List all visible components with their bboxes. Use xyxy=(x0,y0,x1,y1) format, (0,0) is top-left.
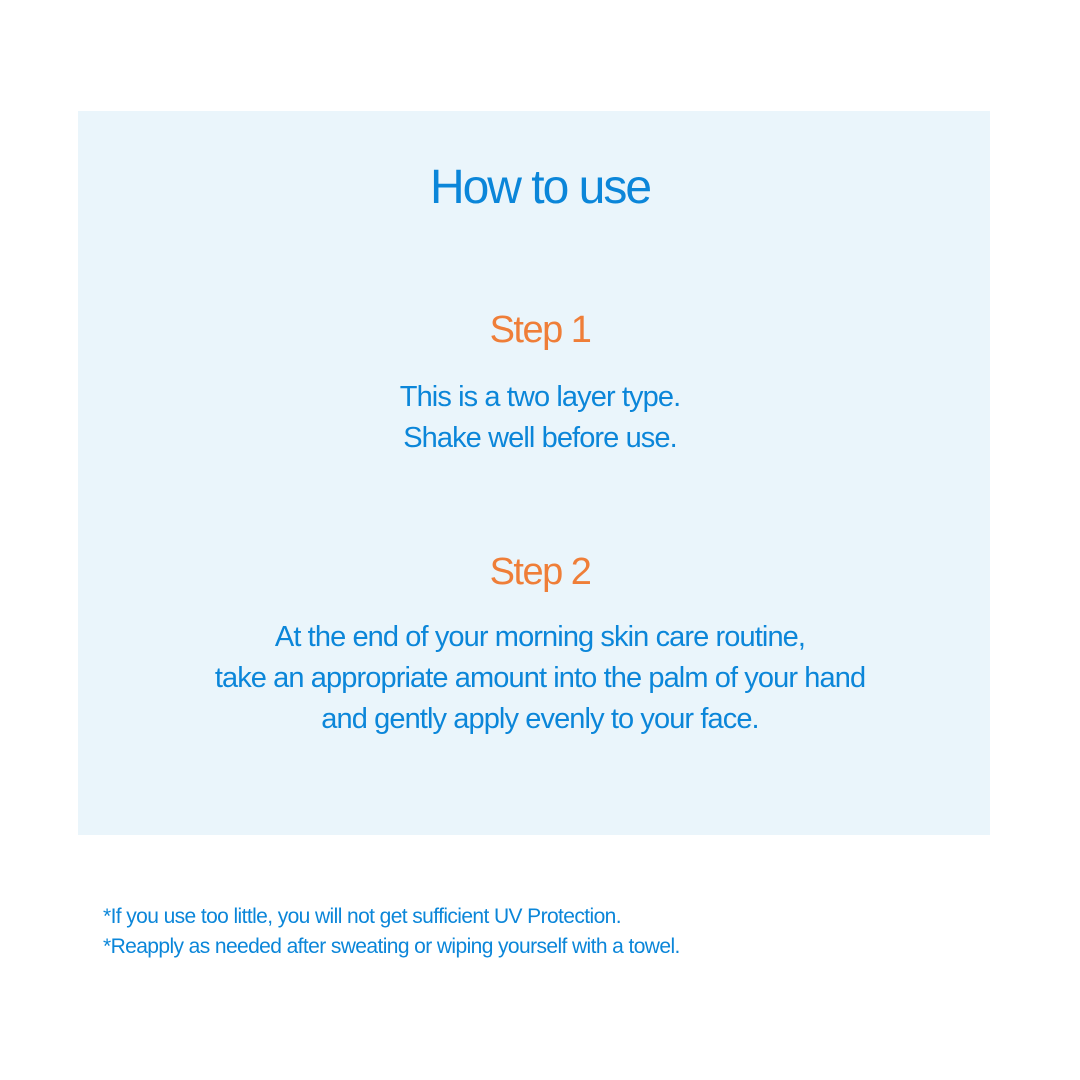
step-1-line: Shake well before use. xyxy=(403,422,677,454)
step-1-instructions xyxy=(0,377,1080,459)
step-2-instructions xyxy=(0,617,1080,740)
footnote: *Reapply as needed after sweating or wiping yourself with a towel. xyxy=(103,935,680,958)
step-2-line: At the end of your morning skin care routine, xyxy=(274,621,806,653)
step-2-line: take an appropriate amount into the palm of your hand xyxy=(214,662,866,694)
step-2-line: and gently apply evenly to your face. xyxy=(321,703,759,735)
footnote: *If you use too little, you will not get sufficient UV Protection. xyxy=(103,905,621,928)
step-1-heading: Step 1 xyxy=(489,309,591,351)
step-1-line: This is a two layer type. xyxy=(399,381,681,413)
page-title: How to use xyxy=(429,161,651,214)
step-2-heading: Step 2 xyxy=(489,551,591,593)
footnotes xyxy=(103,902,680,962)
